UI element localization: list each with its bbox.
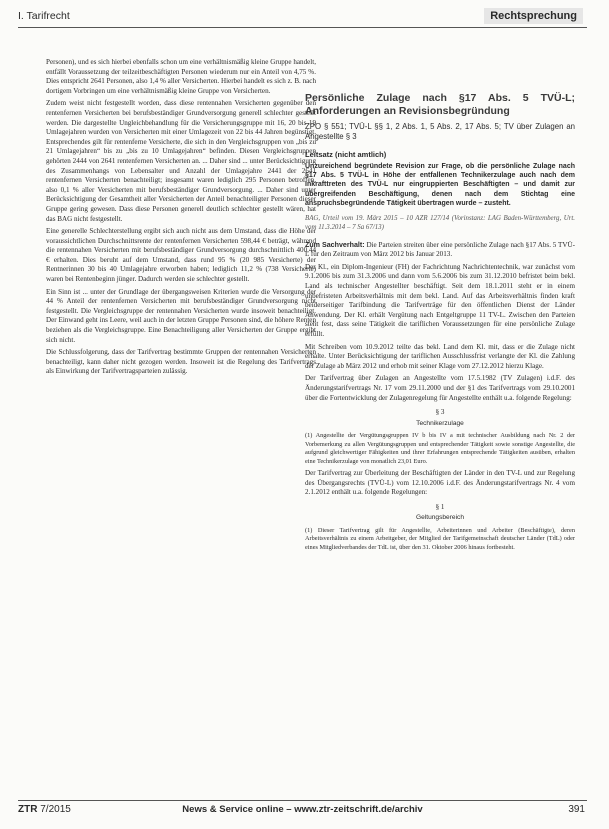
section-sign: § 1 — [435, 502, 445, 511]
quoted-provision: (1) Dieser Tarifvertrag gilt für Angestellte, Arbeiterinnen und Arbeiter (Beschäftigte), deren Arbeitsverhältnis zu einem Arbeitgeber, der Mitglied der Tarifgemeinschaft deutscher Länder (TdL) oder eines Mitgliedverbandes der TdL ist, über den 31. Oktober 2006 hinaus fortbesteht. — [305, 526, 575, 551]
section-title: Technikerzulage — [416, 419, 464, 427]
page-number: 391 — [568, 804, 585, 815]
left-paragraph: Die Schlussfolgerung, dass der Tarifvertrag bestimmte Gruppen der rentennahen Versicherten benachteiligt, kann daher nicht gezogen werden. Insoweit ist die Regelung des Tarifvertrags als Einwirkung der Tarifvertragsparteien zulässig. — [46, 348, 316, 376]
header-rule — [18, 27, 587, 28]
section-title: I. Tarifrecht — [18, 10, 70, 22]
left-paragraph: Ein Sinn ist ... unter der Grundlage der übergangsweisen Kriterien wurde die Versorgung der 44 % Anteil der rentenfernen Versicherten mit berufsbeständiger Grundversorgung nicht festgestellt. Die Vergleichsgruppe der rentennahen Versicherten wurde insoweit benachteiligt. Der Einwand geht ins Leere, weil auch in der letzten Gruppe Personen sind, die höhere Renten beziehen als die Vergleichsgruppe. Eine Benachteiligung aller Versicherten der Gruppe ergibt sich nicht. — [46, 287, 316, 344]
footer-rule — [18, 800, 587, 801]
quoted-provision: (1) Angestellte der Vergütungsgruppen IV b bis IV a mit technischer Ausbildung nach Nr. 2 der Vorbemerkung zu allen Vergütungsgruppen und entsprechender Tätigkeit sowie sonstige Angestellte, die aufgrund gleichwertiger Fähigkeiten und ihrer Erfahrungen entsprechende Tätigkeiten ausüben, erhalten eine Technikerzulage von monatlich 23,01 Euro. — [305, 432, 575, 465]
sachverhalt-paragraph: Der Tarifvertrag über Zulagen an Angestellte vom 17.5.1982 (TV Zulagen) i.d.F. des Änderungstarifvertrags Nr. 17 vom 29.11.2000 und der §1 des Tarifvertrags vom 29.10.2001 über die Fortentwicklung der Zulagenregelung für Angestellte enthält u.a. folgende Regelung: — [305, 374, 575, 402]
sachverhalt-label: Zum Sachverhalt: — [305, 240, 365, 249]
issue-number: 7/2015 — [40, 804, 71, 815]
sachverhalt-paragraph: Der Kl., ein Diplom-Ingenieur (FH) der Fachrichtung Nachrichtentechnik, war zunächst vom 9.1.2006 bis zum 31.3.2006 und dann vom 5.6.2006 bis zum 31.12.2010 befristet beim bekl. Land als technischer Angestellter beschäftigt. Seit dem 18.1.2011 steht er in einem unbefristeten Arbeitsverhältnis mit dem bekl. Land. Auf das Arbeitsverhältnis finden kraft beiderseitiger Tarifbindung die Tarifverträge für den öffentlichen Dienst der Länder Anwendung. Der Kl. erhält Vergütung nach Entgeltgruppe 11 TV-L. Zwischen den Parteien steht fest, dass seine Tätigkeit die tariflichen Voraussetzungen für eine persönliche Zulage erfüllt. — [305, 262, 575, 338]
journal-name: ZTR — [18, 804, 38, 815]
court-citation: BAG, Urteil vom 19. März 2015 – 10 AZR 127/14 (Vorinstanz: LAG Baden-Württemberg, Urt. vom 11.3.2014 – 7 Sa 67/13) — [305, 214, 575, 231]
page-header — [18, 8, 587, 34]
section-title: Geltungsbereich — [415, 514, 465, 522]
leitsatz-heading: Leitsatz (nicht amtlich) — [305, 150, 387, 159]
leitsatz: Unzureichend begründete Revision zur Frage, ob die persönliche Zulage nach §17 Abs. 5 TVÜ-L in Höhe der entfallenen Technikerzulage auch nach dem Inkrafttreten des TVÜ-L nur eingruppierten Beschäftigten – und damit zur übergreifenden Beschäftigung, denen nach dem Stichtag eine anspruchsbegründende Tätigkeit übertragen wurde – zusteht. — [305, 162, 575, 208]
section-sign: § 3 — [435, 408, 445, 417]
norm-references: ZPO § 551; TVÜ-L §§ 1, 2 Abs. 1, 5 Abs. 2, 17 Abs. 5; TV über Zulagen an Angestellte § 3 — [305, 122, 575, 141]
footer-link: News & Service online – www.ztr-zeitschrift.de/archiv — [182, 804, 423, 815]
sachverhalt-text: Die Parteien streiten über eine persönliche Zulage nach §17 Abs. 5 TVÜ-L für den Zeitraum von März 2012 bis Januar 2013. — [305, 240, 575, 259]
sachverhalt-paragraph: Mit Schreiben vom 10.9.2012 teilte das bekl. Land dem Kl. mit, dass er die Zulage nicht erhalte. Unter Berücksichtigung der tariflichen Ausschlussfrist verlangte der Kl. die Zahlung der Zulage ab März 2012 und erhob mit seiner Klage vom 27.12.2012 hierzu Klage. — [305, 342, 575, 370]
article-title: Persönliche Zulage nach §17 Abs. 5 TVÜ-L; Anforderungen an Revisionsbegründung — [305, 92, 575, 117]
left-column — [46, 58, 316, 380]
right-column — [305, 58, 575, 555]
left-paragraph: Personen), und es sich hierbei ebenfalls schon um eine verhältnismäßig kleine Gruppe handelt, entfällt Voraussetzung der teilzeitbeschäftigten Personen wiederum nur ein Anteil von 4,75 %. Dies entspricht 2641 Personen, also 1,4 % aller Versicherten. Hierbei handelt es sich z. B. nach dortigem Vorbringen um eine verhältnismäßig kleine Gruppe von Versicherten. — [46, 58, 316, 95]
page-footer — [18, 800, 587, 820]
left-paragraph: Eine generelle Schlechterstellung ergibt sich auch nicht aus dem Umstand, dass die Höhe der voraussichtlichen Durchschnittsrente der rentenfernen Versicherten 598,44 € beträgt, während die rentennahen Versicherten mit berufsbeständiger Grundversorgung durchschnittlich 400,44 € erhalten. Dies beruht auf dem Umstand, dass rund 95 % (20 985 Versicherte) der Rentnerinnen 30 bis 40 Umlagejahre erworben haben; lediglich 11,2 % (738 Versicherte) waren bei Rentenbeginn jünger. Dadurch werden sie schlechter gestellt. — [46, 227, 316, 284]
mid-paragraph: Der Tarifvertrag zur Überleitung der Beschäftigten der Länder in den TV-L und zur Regelung des Übergangsrechts (TVÜ-L) vom 12.10.2006 i.d.F. des Änderungstarifvertrags Nr. 4 vom 2.1.2012 enthält u.a. folgende Regelungen: — [305, 468, 575, 497]
rubric-label: Rechtsprechung — [484, 8, 583, 24]
sachverhalt-first — [305, 241, 575, 260]
left-paragraph: Zudem weist nicht festgestellt worden, dass diese rentennahen Versicherten gegenüber den rentenfernen Versicherten bei berufsbeständiger Grundversorgung generell schlechter gestellt werden. Die dargestellte Ungleichbehandlung für die Versicherungsgruppe mit 16, 20 bis 19 Umlagejahren wurden von Versicherten mit einer Umlagezeit von 22 bis 44 Jahren begünstigt. Entsprechendes gilt für rentenferne Versicherte, die sich in den Vergleichsgruppen von „bis zu 21 Umlagejahren“ bis zu „bis zu 10 Umlagejahren“ befinden. Diesen Vergleichsgruppen gehörten 2444 von 2641 rentenfernen Versicherten an. ... Daher sind ... unter Berücksichtigung des Zusammenhangs von Lebensalter und Anzahl der Umlagejahre 2441 der 2641 rentenfernen Versicherten benachteiligt; insgesamt waren lediglich 295 Personen betroffen, also 0,1 % aller Versicherten mit berufsbeständiger Grundversorgung. ... Daher sind unter Berücksichtigung der Gesamtheit aller Versicherten der Anteil benachteiligter Personen dieser Gruppe gering gewesen. Dass diese Personen generell deutlich schlechter gestellt wären, hat das BAG nicht festgestellt. — [46, 99, 316, 223]
